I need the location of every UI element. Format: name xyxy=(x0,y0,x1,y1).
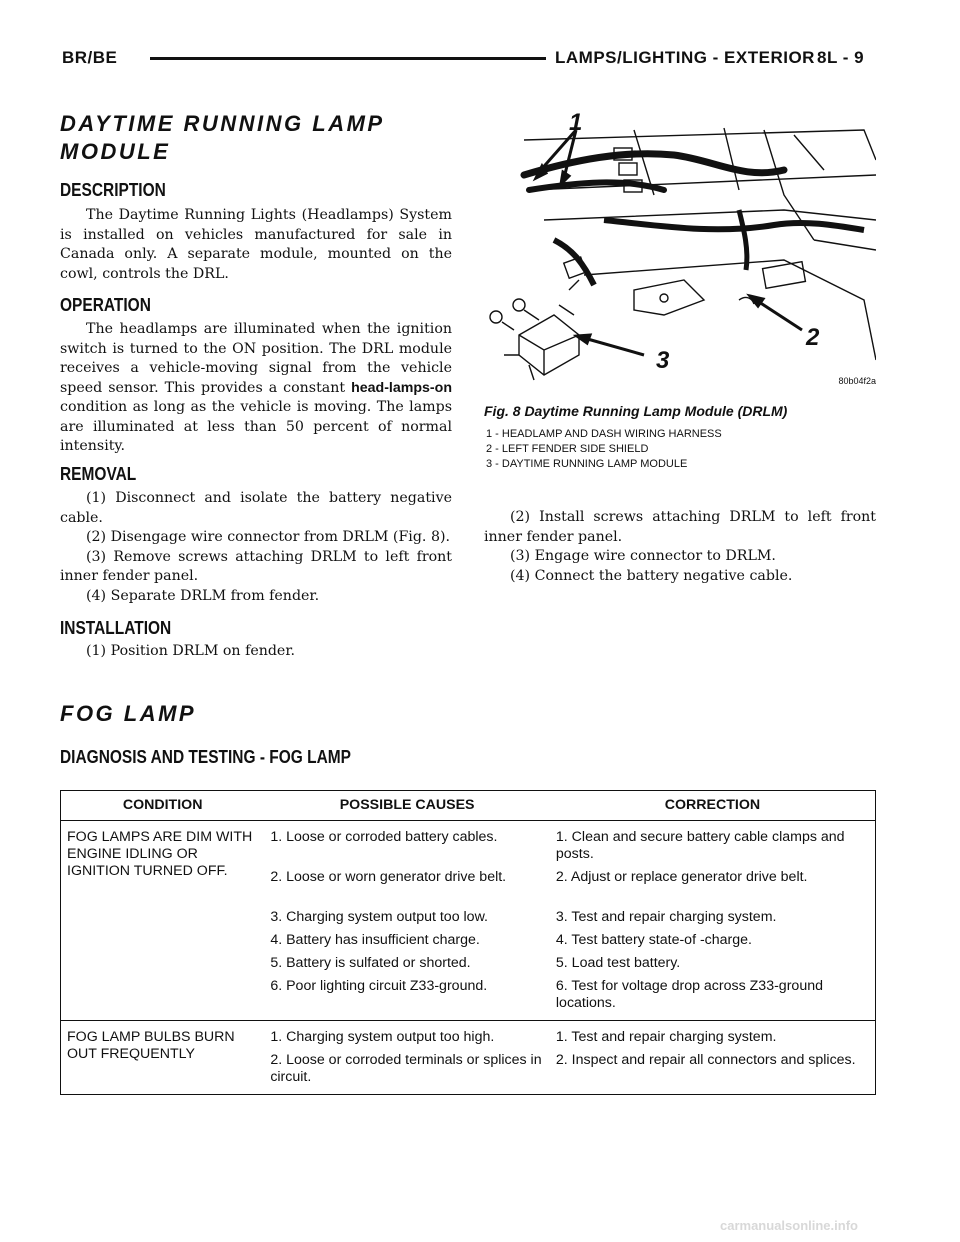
cause-item: 6. Poor lighting circuit Z33-ground. xyxy=(270,978,488,994)
operation-bold-term: head-lamps-on xyxy=(351,379,452,396)
legend-item: 1 - HEADLAMP AND DASH WIRING HARNESS xyxy=(486,428,722,440)
condition-cell: FOG LAMP BULBS BURN OUT FREQUENTLY xyxy=(61,1021,265,1095)
fog-lamp-diagnosis-table xyxy=(60,790,876,1095)
removal-step: (2) Disengage wire connector from DRLM (Fig. 8). xyxy=(86,529,451,545)
header-page-number: 8L - 9 xyxy=(817,48,865,67)
footer-watermark: carmanualsonline.info xyxy=(720,1218,858,1233)
cause-item: 5. Battery is sulfated or shorted. xyxy=(270,955,471,971)
heading-installation: INSTALLATION xyxy=(60,618,172,638)
section-title-line1: DAYTIME RUNNING LAMP xyxy=(60,111,385,136)
legend-item: 3 - DAYTIME RUNNING LAMP MODULE xyxy=(486,458,688,470)
correction-item: 1. Clean and secure battery cable clamps and posts. xyxy=(555,829,845,862)
cause-item: 1. Loose or corroded battery cables. xyxy=(270,829,498,845)
causes-cell xyxy=(264,1021,550,1095)
cause-item: 2. Loose or worn generator drive belt. xyxy=(270,869,507,885)
table-row xyxy=(61,821,876,1021)
cause-item: 2. Loose or corroded terminals or splices in circuit. xyxy=(270,1052,542,1085)
operation-paragraph xyxy=(60,320,452,457)
heading-diagnosis: DIAGNOSIS AND TESTING - FOG LAMP xyxy=(60,747,351,767)
section-title-line2: MODULE xyxy=(60,139,171,164)
operation-text xyxy=(60,320,452,457)
figure-drlm xyxy=(484,100,876,400)
correction-item: 1. Test and repair charging system. xyxy=(555,1029,777,1045)
callout-2: 2 xyxy=(806,324,820,351)
header-rule xyxy=(150,57,546,60)
installation-steps-left xyxy=(60,642,452,662)
correction-item: 6. Test for voltage drop across Z33-ground locations. xyxy=(555,978,823,1011)
cause-item: 4. Battery has insufficient charge. xyxy=(270,932,480,948)
correction-item: 2. Inspect and repair all connectors and splices. xyxy=(555,1052,856,1068)
table-row xyxy=(61,1021,876,1095)
removal-step: (3) Remove screws attaching DRLM to left front inner fender panel. xyxy=(60,548,452,584)
heading-operation: OPERATION xyxy=(60,295,151,315)
installation-step: (1) Position DRLM on fender. xyxy=(86,643,296,659)
correction-item: 4. Test battery state-of -charge. xyxy=(555,932,753,948)
correction-item: 3. Test and repair charging system. xyxy=(555,909,777,925)
column-header-condition: CONDITION xyxy=(61,791,265,821)
operation-text-part2: condition as long as the vehicle is moving. The lamps are illuminated at less than 50 percent of normal intensity. xyxy=(60,399,452,454)
cause-item: 1. Charging system output too high. xyxy=(270,1029,495,1045)
legend-item: 2 - LEFT FENDER SIDE SHIELD xyxy=(486,443,649,455)
description-paragraph: The Daytime Running Lights (Headlamps) System is installed on vehicles manufactured for sale in Canada only. A separate module, mounted on the cowl, controls the DRL. xyxy=(60,207,452,282)
removal-steps xyxy=(60,489,452,606)
installation-step: (2) Install screws attaching DRLM to left front inner fender panel. xyxy=(484,509,876,545)
causes-cell xyxy=(264,821,550,1021)
section-title-fog-lamp: FOG LAMP xyxy=(60,701,197,726)
condition-cell: FOG LAMPS ARE DIM WITH ENGINE IDLING OR IGNITION TURNED OFF. xyxy=(67,829,253,879)
figure-title: Fig. 8 Daytime Running Lamp Module (DRLM) xyxy=(484,403,788,419)
header-chapter-title: LAMPS/LIGHTING - EXTERIOR xyxy=(555,48,815,67)
header-section-code: BR/BE xyxy=(62,48,118,67)
cause-item: 3. Charging system output too low. xyxy=(270,909,488,925)
column-header-causes: POSSIBLE CAUSES xyxy=(264,791,550,821)
installation-step: (4) Connect the battery negative cable. xyxy=(510,567,793,584)
correction-cell xyxy=(550,821,876,1021)
correction-item: 5. Load test battery. xyxy=(555,955,681,971)
drlm-illustration xyxy=(484,100,876,400)
installation-steps-right xyxy=(484,508,876,586)
figure-legend xyxy=(486,427,722,472)
section-title-drlm xyxy=(60,110,385,166)
installation-step: (3) Engage wire connector to DRLM. xyxy=(510,548,776,564)
correction-item: 2. Adjust or replace generator drive belt. xyxy=(555,869,808,885)
figure-code: 80b04f2a xyxy=(838,376,876,386)
callout-3: 3 xyxy=(656,347,670,374)
description-text xyxy=(60,206,452,284)
callout-1: 1 xyxy=(569,109,583,136)
table-header-row xyxy=(61,791,876,821)
removal-step: (4) Separate DRLM from fender. xyxy=(86,587,320,604)
heading-description: DESCRIPTION xyxy=(60,180,166,200)
operation-text-part1: The headlamps are illuminated when the ignition switch is turned to the ON position. The DRL module receives a vehicle-moving signal from the vehicle speed sensor. This provides a constant xyxy=(60,321,452,396)
heading-removal: REMOVAL xyxy=(60,464,137,484)
removal-step: (1) Disconnect and isolate the battery negative cable. xyxy=(60,490,452,526)
correction-cell xyxy=(550,1021,876,1095)
column-header-correction: CORRECTION xyxy=(550,791,876,821)
